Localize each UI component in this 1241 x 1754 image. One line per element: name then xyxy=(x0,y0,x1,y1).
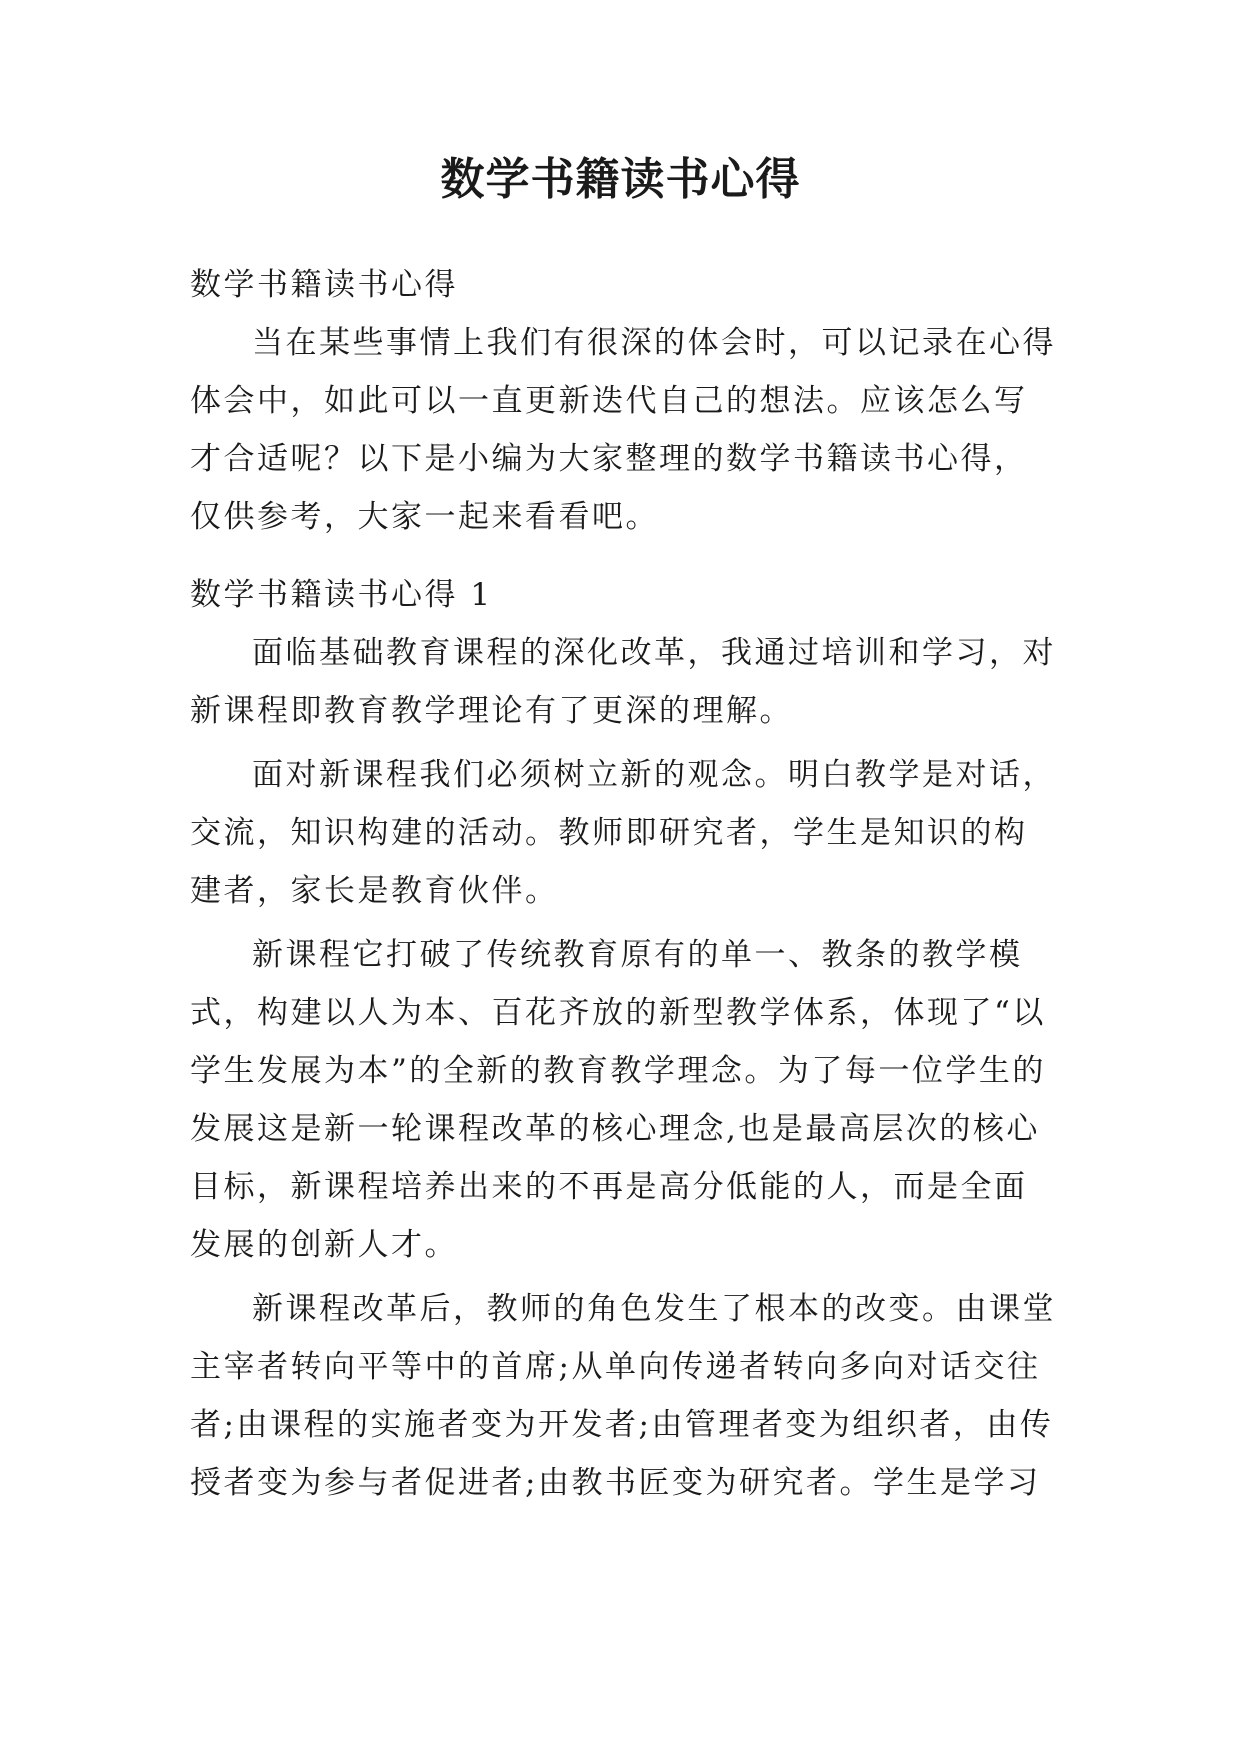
section-1 xyxy=(190,566,1060,1518)
section-1-paragraph: 新课程它打破了传统教育原有的单一、教条的教学模式，构建以人为本、百花齐放的新型教学体系，体现了“以学生发展为本”的全新的教育教学理念。为了每一位学生的发展这是新一轮课程改革的核心理念,也是最高层次的核心目标，新课程培养出来的不再是高分低能的人，而是全面发展的创新人才。 xyxy=(190,937,1046,1263)
intro-paragraph: 当在某些事情上我们有很深的体会时，可以记录在心得体会中，如此可以一直更新迭代自己的想法。应该怎么写才合适呢？以下是小编为大家整理的数学书籍读书心得，仅供参考，大家一起来看看吧。 xyxy=(190,325,1056,535)
document-title: 数学书籍读书心得 xyxy=(440,154,801,205)
section-1-paragraph: 面临基础教育课程的深化改革，我通过培训和学习，对新课程即教育教学理论有了更深的理解。 xyxy=(190,635,1056,729)
section-1-paragraph: 新课程改革后，教师的角色发生了根本的改变。由课堂主宰者转向平等中的首席;从单向传递者转向多向对话交往者;由课程的实施者变为开发者;由管理者变为组织者，由传授者变为参与者促进者;由教书匠变为研究者。学生是学习 xyxy=(190,1291,1056,1501)
section-1-paragraph: 面对新课程我们必须树立新的观念。明白教学是对话，交流，知识构建的活动。教师即研究者，学生是知识的构建者，家长是教育伙伴。 xyxy=(190,757,1056,909)
intro-heading: 数学书籍读书心得 xyxy=(190,267,458,303)
intro-section xyxy=(190,256,1060,552)
section-1-heading: 数学书籍读书心得 1 xyxy=(190,577,493,613)
